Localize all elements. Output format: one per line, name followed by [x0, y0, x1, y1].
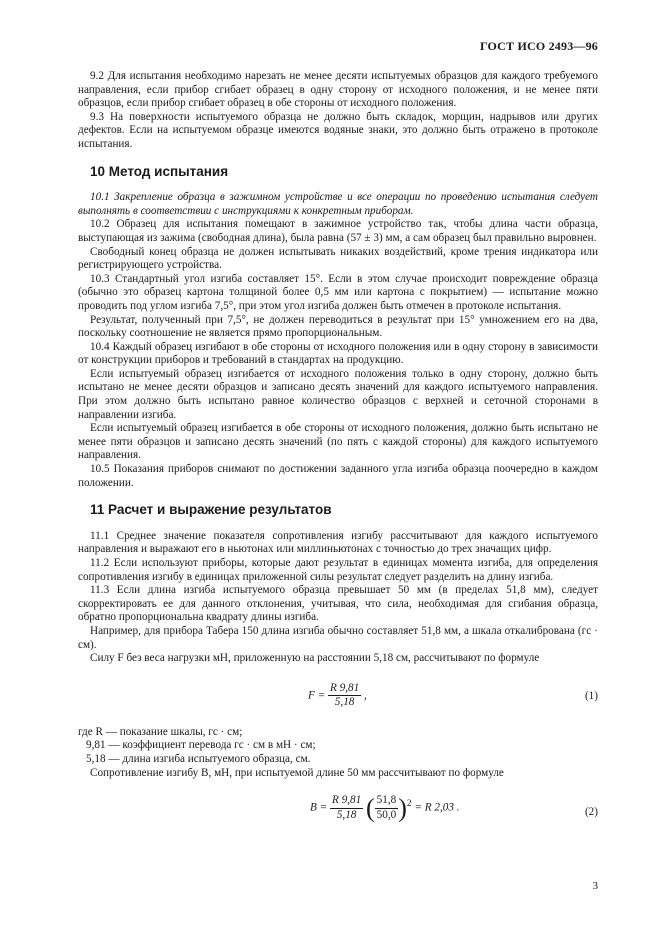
- definition-length: 5,18 — длина изгиба испытуемого образца, см.: [86, 752, 311, 765]
- formula-2-lhs: B =: [310, 801, 328, 814]
- paragraph-10-4c: Если испытуемый образец изгибается в обе стороны от исходного положения, должно быть испытано не менее пяти образцов и записано десять значений (по пять с каждой стороны) для каждого испытуемого направления.: [78, 422, 598, 462]
- formula-2-expression: [310, 794, 460, 822]
- paragraph-11-2: 11.2 Если используют приборы, которые дают результат в единицах момента изгиба, для определения сопротивления изгибу в единицах приложенной силы результат следует разделить на длину изгиба.: [78, 557, 598, 583]
- paragraph-11-3b: Например, для прибора Табера 150 длина изгиба обычно составляет 51,8 мм, а шкала откалибрована (гс · см).: [78, 624, 598, 651]
- paragraph-10-2: 10.2 Образец для испытания помещают в зажимное устройство так, чтобы длина части образца, выступающая из зажима (свободная длина), была равна (57 ± 3) мм, а сам образец был правильно выровнен.: [78, 218, 598, 244]
- formula-2-ratio: [375, 794, 399, 822]
- variable-definitions: [78, 726, 598, 767]
- formula-2-denominator: 5,18: [336, 808, 357, 821]
- formula-2-rhs: = R 2,03 .: [414, 801, 460, 814]
- formula-2-number: (2): [584, 806, 598, 819]
- paragraph-10-4b: Если испытуемый образец изгибается от исходного положения только в одну сторону, должно быть испытано не менее десяти образцов и записано десять значений для каждого испытуемого направления. При этом должно быть испытано равное количество образцов с верхней и сеточной сторонами в направлении изгиба.: [78, 367, 598, 421]
- paragraph-10-5: 10.5 Показания приборов снимают по достижении заданного угла изгиба образца поочередно в каждом положении.: [78, 463, 598, 489]
- definition-conversion: 9,81 — коэффициент перевода гс · см в мН · см;: [86, 739, 316, 752]
- document-body: [78, 70, 598, 848]
- formula-1-number: (1): [584, 689, 598, 702]
- paragraph-9-2: 9.2 Для испытания необходимо нарезать не менее десяти испытуемых образцов для каждого требуемого направления, если прибор сгибает образец в одну сторону от исходного положения, и не менее пяти образцов, если прибор сгибает образец в обе стороны от исходного положения.: [78, 70, 598, 110]
- formula-2-numerator: R 9,81: [330, 794, 363, 809]
- formula-1-lhs: F =: [308, 689, 326, 702]
- paragraph-11-3: 11.3 Если длина изгиба испытуемого образца превышает 50 мм (в пределах 51,8 мм), следует скорректировать ее для данного отклонения, учитывая, что сила, необходимая для сгибания образца, обратно пропорциональна квадрату длины изгиба.: [78, 584, 598, 624]
- paragraph-10-1: 10.1 Закрепление образца в зажимном устройстве и все операции по проведению испытания следует выполнять в соответствии с инструкциями к конкретным приборам.: [78, 191, 598, 217]
- paragraph-10-3b: Результат, полученный при 7,5°, не должен переводиться в результат при 15° умножением его на два, поскольку соотношение не является прямо пропорциональным.: [78, 313, 598, 340]
- formula-2: [78, 790, 598, 838]
- paragraph-10-2b: Свободный конец образца не должен испытывать никаких воздействий, кроме трения индикатора или регистрирующего устройства.: [78, 245, 598, 272]
- definition-r: где R — показание шкалы, гс · см;: [78, 725, 243, 738]
- formula-2-exponent: 2: [406, 799, 412, 810]
- paragraph-10-3: 10.3 Стандартный угол изгиба составляет 15°. Если в этом случае происходит повреждение образца (обычно это образец картона толщиной более 0,5 мм или картона с покрытием) — испытание можно проводить под углом изгиба 7,5°, при этом угол изгиба должен быть отмечен в протоколе испытания.: [78, 272, 598, 312]
- formula-1: [78, 676, 598, 716]
- paragraph-11-1: 11.1 Среднее значение показателя сопротивления изгибу рассчитывают для каждого испытуемого направления и выражают его в ньютонах или миллиньютонах с точностью до трех значащих цифр.: [78, 529, 598, 556]
- paragraph-9-3: 9.3 На поверхности испытуемого образца не должно быть складок, морщин, надрывов или других дефектов. Если на испытуемом образце имеются водяные знаки, это должно быть отражено в протоколе испытания.: [78, 110, 598, 150]
- formula-2-fraction: [330, 794, 363, 822]
- page-number: 3: [592, 880, 598, 892]
- section-heading-10: 10 Метод испытания: [90, 163, 229, 179]
- formula-1-expression: [308, 682, 367, 710]
- formula-1-numerator: R 9,81: [328, 682, 361, 697]
- formula-2-ratio-numerator: 51,8: [375, 794, 399, 809]
- formula-1-tail: ,: [364, 689, 367, 702]
- formula-2-ratio-denominator: 50,0: [376, 808, 397, 821]
- document-header: ГОСТ ИСО 2493—96: [479, 39, 598, 53]
- paragraph-10-4: 10.4 Каждый образец изгибают в обе стороны от исходного положения или в одну сторону в зависимости от конструкции приборов и требований в стандартах на продукцию.: [78, 340, 598, 367]
- section-heading-11: 11 Расчет и выражение результатов: [90, 502, 332, 518]
- paragraph-11-3c: Силу F без веса нагрузки мН, приложенную на расстоянии 5,18 см, рассчитывают по формуле: [90, 652, 540, 665]
- right-parenthesis: ): [398, 793, 407, 823]
- left-parenthesis: (: [366, 793, 375, 823]
- paragraph-11-4: Сопротивление изгибу B, мН, при испытуемой длине 50 мм рассчитывают по формуле: [90, 766, 504, 779]
- formula-1-denominator: 5,18: [334, 696, 355, 709]
- formula-1-fraction: [328, 682, 361, 710]
